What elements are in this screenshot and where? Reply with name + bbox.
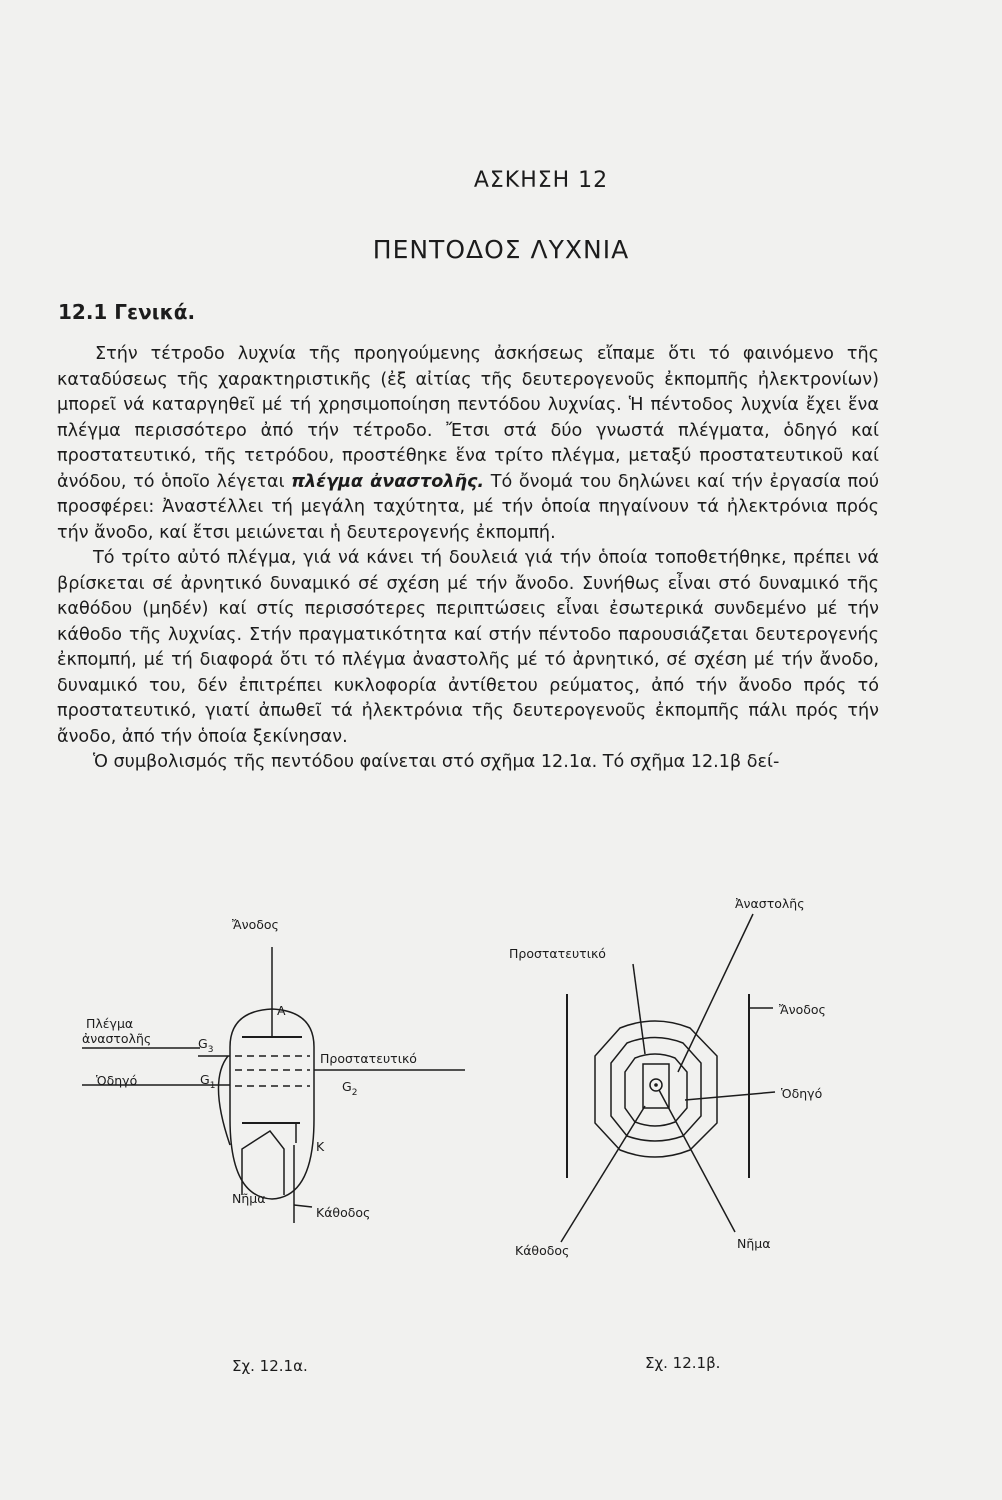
section-heading: 12.1 Γενικά. [58, 300, 196, 324]
screen-grid-label: Προστατευτικό [320, 1051, 417, 1066]
paragraph-2: Τό τρίτο αὐτό πλέγμα, γιά νά κάνει τή δουλειά γιά τήν ὁποία τοποθετήθηκε, πρέπει νά βρίσκεται σέ ἀρνητικό δυναμικό σέ σχέση μέ τήν ἄνοδο. Συνήθως εἶναι στό δυναμικό τῆς καθόδου (μηδέν) καί στίς περισσότερες περιπτώσεις εἶναι ἐσωτερικά συνδεμένο μέ τήν κάθοδο τῆς λυχνίας. Στήν πραγματικότητα καί στήν πέντοδο παρουσιάζεται δευτερογενής ἐκπομπή, μέ τή διαφορά ὅτι τό πλέγμα ἀναστολῆς μέ τό ἀρνητικό, σέ σχέση μέ τήν ἄνοδο, δυναμικό του, δέν ἐπιτρέπει κυκλοφορία ἀντίθετου ρεύματος, ἀπό τήν ἄνοδο πρός τό προστατευτικό, γιατί ἀπωθεῖ τά ἠλεκτρόνια τῆς δευτερογενοῦς ἐκπομπῆς πάλι πρός τήν ἄνοδο, ἀπό τήν ὁποία ξεκίνησαν. [57, 548, 879, 747]
cathode-letter: K [316, 1139, 325, 1154]
title-block [0, 168, 1002, 264]
control-grid-label: Ὁδηγό [96, 1073, 138, 1088]
anode-label: Ἄνοδος [779, 1002, 826, 1017]
screen-grid-label: Προστατευτικό [509, 946, 606, 961]
paragraph-3: Ὁ συμβολισμός τῆς πεντόδου φαίνεται στό σχῆμα 12.1α. Τό σχῆμα 12.1β δεί- [93, 752, 780, 772]
control-grid-leader [685, 1092, 775, 1100]
paragraph-1-continuation: Τό ὄνομά του δηλώνει καί τήν ἐργασία πού προσφέρει: Ἀναστέλλει τή μεγάλη ταχύτητα, μέ τήν ὁποία πηγαίνουν τά ἠλεκτρόνια πρός τήν ἄνοδο, καί ἔτσι μειώνεται ἡ δευτερογενής ἐκπομπή. [57, 471, 880, 543]
figure-b-caption: Σχ. 12.1β. [645, 1354, 721, 1372]
pentode-cross-section-diagram [495, 888, 895, 1378]
g2-label: $G_2$ [342, 1079, 358, 1098]
pentode-symbol-diagram [80, 905, 500, 1375]
suppressor-to-cathode-link [218, 1056, 230, 1145]
figure-12-1b [495, 888, 895, 1378]
paragraph-1 [57, 342, 879, 546]
anode-label: Ἄνοδος [232, 917, 279, 932]
g3-label: $G_3$ [198, 1036, 214, 1055]
suppressor-label-line1: Πλέγμα [86, 1016, 134, 1031]
chapter-title: ΠΕΝΤΟΔΟΣ ΛΥΧΝΙΑ [372, 235, 630, 264]
heater-filament [242, 1131, 284, 1183]
control-grid-outline [625, 1054, 687, 1126]
g1-label: $G_1$ [200, 1072, 216, 1091]
suppressor-leader [678, 914, 753, 1072]
filament-label: Νῆμα [737, 1236, 771, 1251]
filament-label: Νῆμα [232, 1191, 266, 1206]
suppressor-grid-outline [595, 1021, 717, 1157]
anode-letter: A [277, 1003, 286, 1018]
exercise-title: ΑΣΚΗΣΗ 12 [473, 168, 609, 193]
cathode-label: Κάθοδος [515, 1243, 570, 1258]
body-text [57, 342, 879, 776]
control-grid-label: Ὁδηγό [781, 1086, 823, 1101]
suppressor-grid-label: Ἀναστολῆς [735, 896, 805, 911]
suppressor-label-line2: ἀναστολῆς [82, 1031, 152, 1046]
figure-a-caption: Σχ. 12.1α. [232, 1357, 308, 1375]
paragraph-1-text: Στήν τέτροδο λυχνία τῆς προηγούμενης ἀσκήσεως εἴπαμε ὅτι τό φαινόμενο τῆς καταδύσεως τῆς χαρακτηριστικῆς (ἐξ αἰτίας τῆς δευτερογενοῦς ἐκπομπῆς ἠλεκτρονίων) μπορεῖ νά καταργηθεῖ μέ τή χρησιμοποίηση πεντόδου λυχνίας. Ἡ πέντοδος λυχνία ἔχει ἕνα πλέγμα περισσότερο ἀπό τήν τέτροδο. Ἔτσι στά δύο γνωστά πλέγματα, ὁδηγό καί προστατευτικό, τῆς τετρόδου, προστέθηκε ἕνα τρίτο πλέγμα, μεταξύ προστατευτικοῦ καί ἀνόδου, τό ὁποῖο λέγεται [57, 344, 879, 492]
suppressor-grid-term: πλέγμα ἀναστολῆς. [291, 471, 485, 492]
cathode-label-leader [294, 1205, 312, 1207]
cathode-leader [561, 1106, 645, 1242]
filament-leader [659, 1090, 735, 1232]
heater-center-dot [654, 1083, 658, 1087]
figure-12-1a [80, 905, 500, 1375]
cathode-label: Κάθοδος [316, 1205, 371, 1220]
